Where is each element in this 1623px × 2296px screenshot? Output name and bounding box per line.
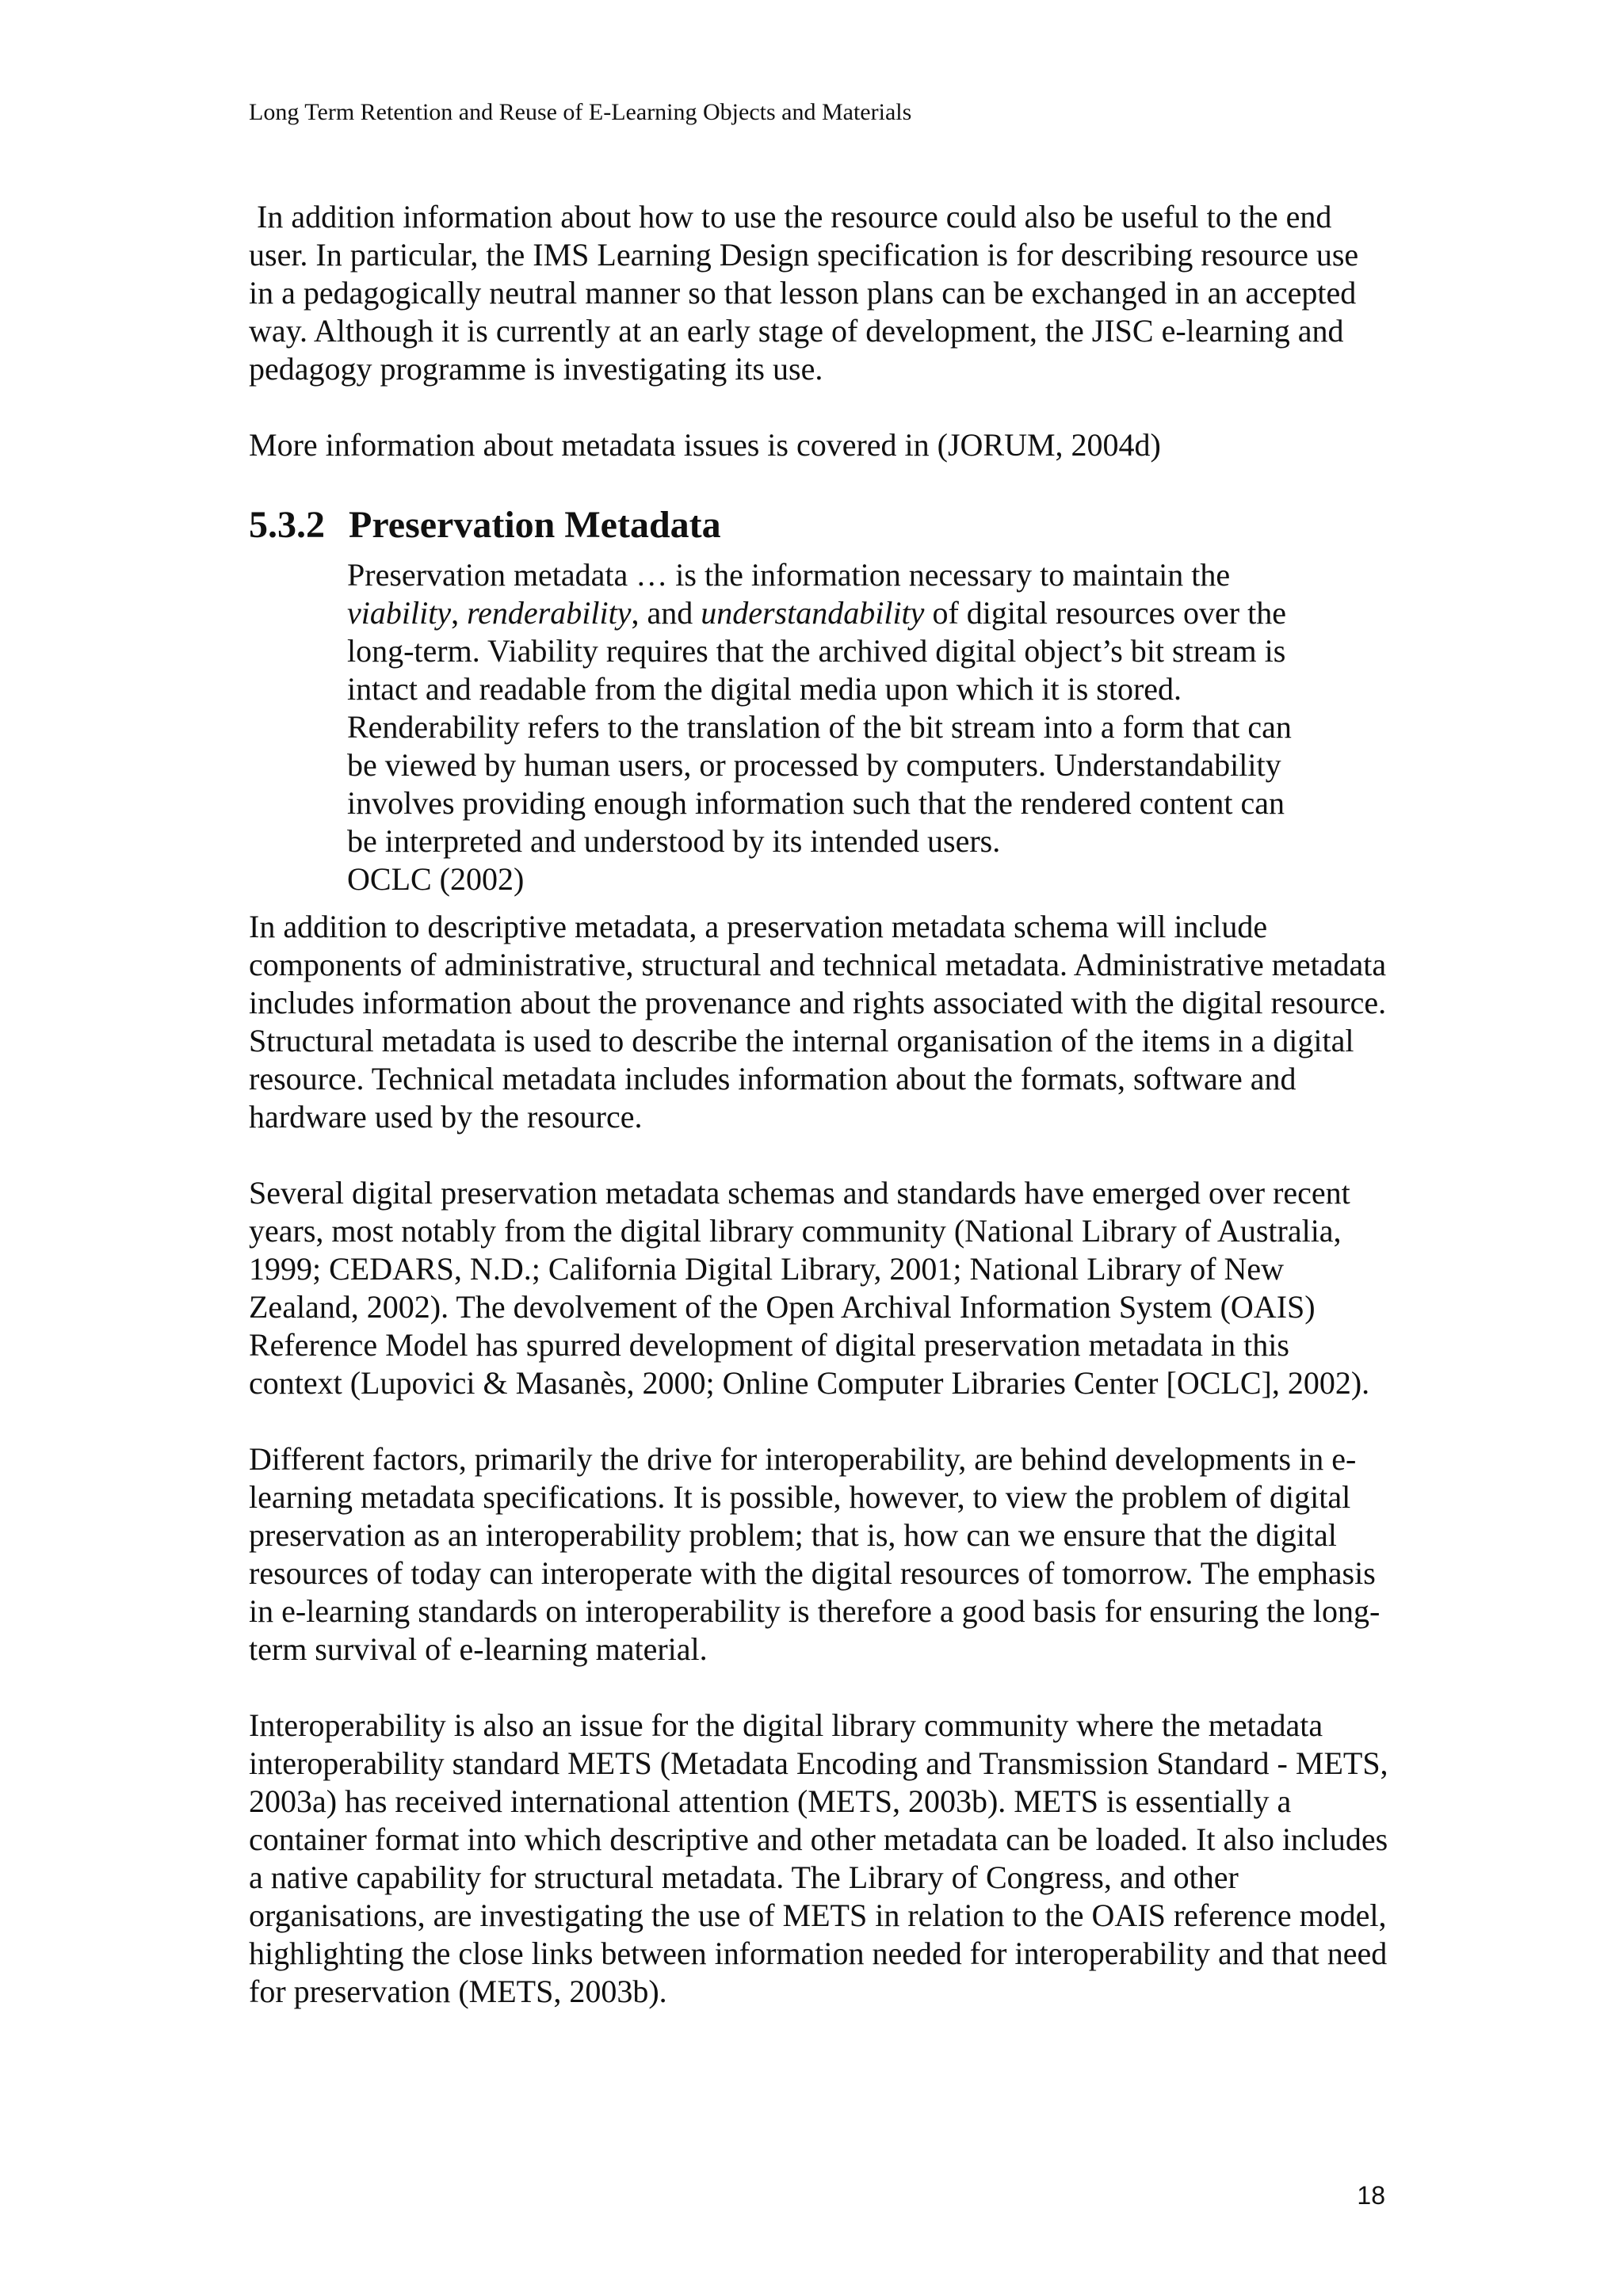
quote-segment: of digital resources over the long-term. Viability requires that the archived digital object’s bit stream is intact and readable from the digital media upon which it is stored. Renderability refers to the translation of the bit stream into a form that can be viewed by human users, or processed by computers. Understandability involves providing enough information such that the rendered content can be interpreted and understood by its intended users.: [347, 595, 1292, 859]
section-heading: [249, 502, 1390, 548]
quote-segment-italic: understandability: [701, 595, 925, 631]
running-header: Long Term Retention and Reuse of E-Learning Objects and Materials: [249, 99, 912, 125]
quote-segment-italic: renderability: [467, 595, 632, 631]
quote-source: OCLC (2002): [347, 861, 525, 897]
paragraph-interoperability-factors: Different factors, primarily the drive for interoperability, are behind developments in e-learning metadata specifications. It is possible, however, to view the problem of digital preservation as an interoperability problem; that is, how can we ensure that the digital resources of today can interoperate with the digital resources of tomorrow. The emphasis in e-learning standards on interoperability is therefore a good basis for ensuring the long-term survival of e-learning material.: [249, 1441, 1381, 1667]
quote-segment: ,: [451, 595, 468, 631]
quote-segment-italic: viability: [347, 595, 452, 631]
quote-segment: Preservation metadata … is the information necessary to maintain the: [347, 557, 1231, 593]
section-title: Preservation Metadata: [349, 504, 721, 546]
section-number: 5.3.2: [249, 504, 325, 546]
document-body: [249, 198, 1390, 2049]
paragraph-schemas-standards: Several digital preservation metadata schemas and standards have emerged over recent years, most notably from the digital library community (National Library of Australia, 1999; CEDARS, N.D.; California Digital Library, 2001; National Library of New Zealand, 2002). The devolvement of the Open Archival Information System (OAIS) Reference Model has spurred development of digital preservation metadata in this context (Lupovici & Masanès, 2000; Online Computer Libraries Center [OCLC], 2002).: [249, 1175, 1370, 1401]
paragraph-schema-components: In addition to descriptive metadata, a preservation metadata schema will include components of administrative, structural and technical metadata. Administrative metadata includes information about the provenance and rights associated with the digital resource. Structural metadata is used to describe the internal organisation of the items in a digital resource. Technical metadata includes information about the formats, software and hardware used by the resource.: [249, 909, 1387, 1135]
paragraph-mets: Interoperability is also an issue for the digital library community where the metadata interoperability standard METS (Metadata Encoding and Transmission Standard - METS, 2003a) has received international attention (METS, 2003b). METS is essentially a container format into which descriptive and other metadata can be loaded. It also includes a native capability for structural metadata. The Library of Congress, and other organisations, are investigating the use of METS in relation to the OAIS reference model, highlighting the close links between information needed for interoperability and that need for preservation (METS, 2003b).: [249, 1707, 1388, 2009]
page-number: 18: [1357, 2181, 1385, 2210]
quote-text: [347, 556, 1322, 860]
quote-segment: , and: [631, 595, 701, 631]
block-quote: [249, 556, 1322, 898]
paragraph-learning-design: In addition information about how to use the resource could also be useful to the end user. In particular, the IMS Learning Design specification is for describing resource use in a pedagogically neutral manner so that lesson plans can be exchanged in an accepted way. Although it is currently at an early stage of development, the JISC e-learning and pedagogy programme is investigating its use.: [249, 199, 1359, 387]
paragraph-metadata-issues: More information about metadata issues is covered in (JORUM, 2004d): [249, 427, 1161, 463]
